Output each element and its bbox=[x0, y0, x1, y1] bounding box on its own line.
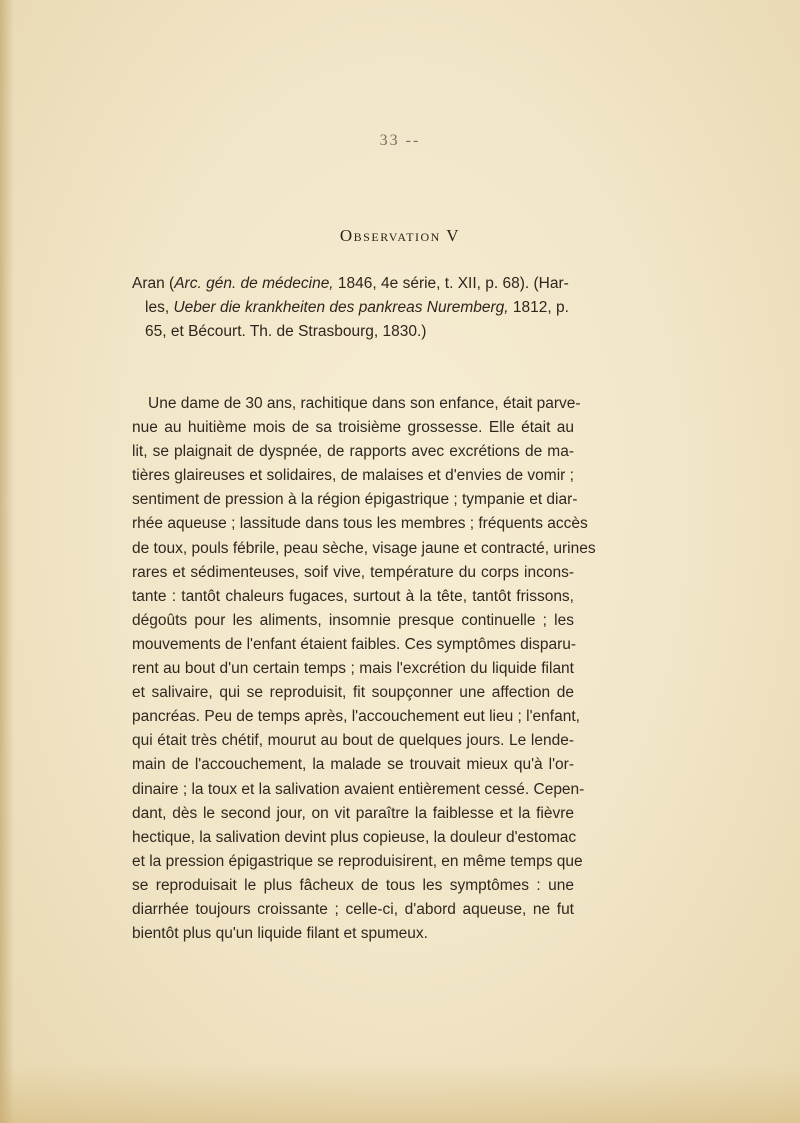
body-line: nue au huitième mois de sa troisième grossesse. Elle était au bbox=[132, 419, 574, 437]
body-line: rent au bout d'un certain temps ; mais l'excrétion du liquide filant bbox=[132, 660, 574, 678]
body-line: et salivaire, qui se reproduisit, fit soupçonner une affection de bbox=[132, 684, 574, 702]
body-line: et la pression épigastrique se reproduisirent, en même temps que bbox=[132, 852, 583, 870]
body-line: dégoûts pour les aliments, insomnie presque continuelle ; les bbox=[132, 611, 574, 629]
reference-line-3: 65, et Bécourt. Th. de Strasbourg, 1830.) bbox=[145, 323, 427, 340]
observation-heading: Observation V bbox=[339, 226, 461, 245]
body-line: dant, dès le second jour, on vit paraître la faiblesse et la fièvre bbox=[132, 804, 574, 822]
body-line: mouvements de l'enfant étaient faibles. Ces symptômes disparu- bbox=[132, 635, 577, 653]
body-line: de toux, pouls fébrile, peau sèche, visage jaune et contracté, urines bbox=[132, 539, 596, 557]
body-line: rhée aqueuse ; lassitude dans tous les membres ; fréquents accès bbox=[132, 515, 588, 533]
body-line: pancréas. Peu de temps après, l'accouchement eut lieu ; l'enfant, bbox=[132, 708, 580, 726]
body-line: lit, se plaignait de dyspnée, de rapports avec excrétions de ma- bbox=[132, 443, 574, 461]
body-line: rares et sédimenteuses, soif vive, température du corps incons- bbox=[132, 563, 574, 581]
body-line: diarrhée toujours croissante ; celle-ci, d'abord aqueuse, ne fut bbox=[132, 900, 574, 918]
reference-line-1: Aran (Arc. gén. de médecine, 1846, 4e série, t. XII, p. 68). (Har- bbox=[132, 275, 569, 292]
page-edge-shadow bbox=[0, 0, 14, 1123]
body-line: Une dame de 30 ans, rachitique dans son enfance, était parve- bbox=[148, 395, 581, 412]
body-line: sentiment de pression à la région épigastrique ; tympanie et diar- bbox=[132, 491, 578, 509]
body-line: hectique, la salivation devint plus copieuse, la douleur d'estomac bbox=[132, 828, 577, 846]
body-line: se reproduisait le plus fâcheux de tous les symptômes : une bbox=[132, 876, 574, 894]
page-bottom-stain bbox=[0, 1063, 800, 1123]
page-number: 33 -- bbox=[379, 132, 421, 149]
bibliographic-reference bbox=[132, 272, 602, 344]
observation-body bbox=[132, 392, 596, 946]
body-line: tières glaireuses et solidaires, de malaises et d'envies de vomir ; bbox=[132, 467, 574, 485]
body-line: tante : tantôt chaleurs fugaces, surtout à la tête, tantôt frissons, bbox=[132, 587, 574, 605]
body-line: qui était très chétif, mourut au bout de quelques jours. Le lende- bbox=[132, 732, 574, 750]
body-line: dinaire ; la toux et la salivation avaient entièrement cessé. Cepen- bbox=[132, 780, 585, 798]
reference-line-2: les, Ueber die krankheiten des pankreas Nuremberg, 1812, p. bbox=[145, 299, 569, 316]
body-line: bientôt plus qu'un liquide filant et spumeux. bbox=[132, 925, 428, 943]
body-line: main de l'accouchement, la malade se trouvait mieux qu'à l'or- bbox=[132, 756, 574, 774]
